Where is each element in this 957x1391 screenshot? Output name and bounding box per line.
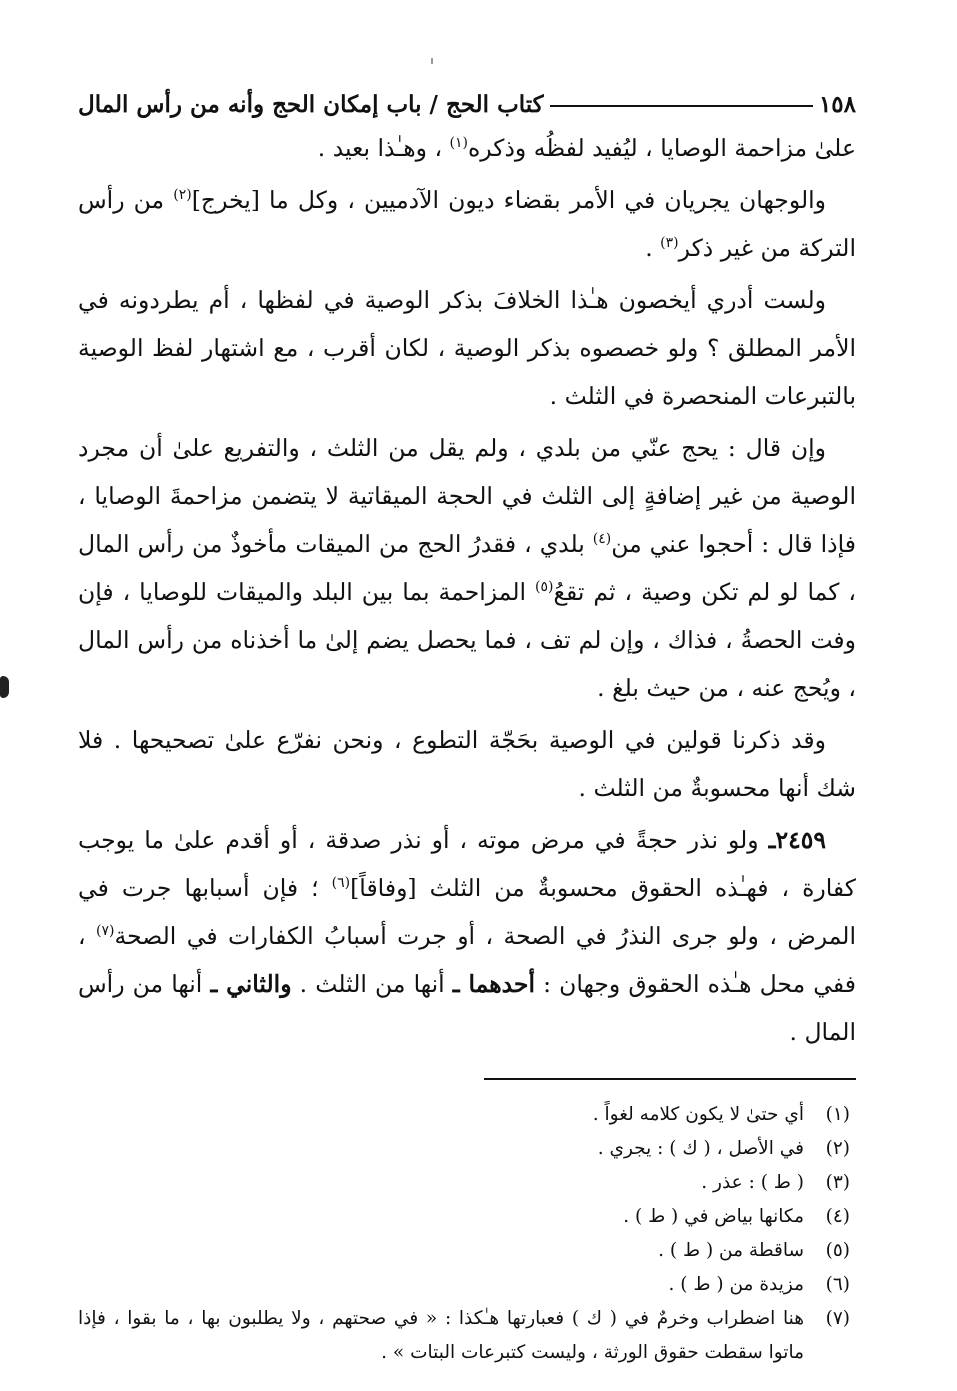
footnote-ref: (٥) bbox=[535, 579, 554, 596]
footnote-number: (٤) bbox=[825, 1206, 850, 1227]
footnote-ref: (٣) bbox=[660, 235, 679, 252]
bold-term: أحدهما ـ bbox=[452, 970, 535, 998]
text-run: المزاحمة بما بين البلد والميقات للوصايا ، فإن وفت الحصةُ ، فذاك ، وإن لم تف ، فما يحصل يضم إلىٰ ما أخذناه من رأس المال ، ويُحج عنه ، من حيث بلغ . bbox=[78, 578, 856, 702]
paragraph-4 bbox=[78, 424, 856, 712]
footnote-item bbox=[78, 1302, 856, 1370]
footnote-number: (٥) bbox=[825, 1240, 850, 1261]
footnote-item bbox=[78, 1268, 856, 1302]
text-run: . bbox=[645, 234, 661, 262]
paragraph-5 bbox=[78, 716, 856, 812]
footnote-number: (٢) bbox=[825, 1138, 850, 1159]
text-run: أنها من الثلث . bbox=[291, 970, 453, 998]
footnote-ref: (٢) bbox=[173, 187, 192, 204]
text-run: بلدي ، فقدرُ الحج من الميقات مأخوذٌ من رأس المال ، كما لو لم تكن وصية ، ثم تقعُ bbox=[78, 530, 857, 606]
footnote-item bbox=[78, 1132, 856, 1166]
footnote-number: (٧) bbox=[825, 1308, 850, 1329]
text-run: ؛ فإن أسبابها جرت في المرض ، ولو جرى النذرُ في الصحة ، أو جرت أسبابُ الكفارات في الصحة bbox=[78, 874, 856, 950]
text-run: من رأس التركة من غير ذكر bbox=[78, 186, 856, 262]
bold-term: والثاني ـ bbox=[210, 970, 292, 998]
footnote-text: أي حتىٰ لا يكون كلامه لغواً . bbox=[592, 1104, 804, 1125]
paragraph-3 bbox=[78, 276, 856, 420]
text-run: ولست أدري أيخصون هـٰذا الخلافَ بذكر الوصية في لفظها ، أم يطردونه في الأمر المطلق ؟ ولو خصصوه بذكر الوصية ، لكان أقرب ، مع اشتهار لفظ الوصية بالتبرعات المنحصرة في الثلث . bbox=[78, 286, 856, 410]
footnotes bbox=[78, 1098, 856, 1370]
footnote-text: مزيدة من ( ط ) . bbox=[668, 1274, 804, 1295]
footnote-item bbox=[78, 1166, 856, 1200]
footnote-item bbox=[78, 1234, 856, 1268]
footnote-number: (٣) bbox=[825, 1172, 850, 1193]
footnote-item bbox=[78, 1200, 856, 1234]
paragraph-1 bbox=[78, 124, 856, 172]
text-run: ، وهـٰذا بعيد . bbox=[317, 134, 450, 162]
text-run: أنها من رأس المال . bbox=[78, 970, 856, 1046]
text-run: ولو نذر حجةً في مرض موته ، أو نذر صدقة ، أو أقدم علىٰ ما يوجب كفارة ، فهـٰذه الحقوق محسوبةٌ من الثلث [وفاقاً] bbox=[78, 826, 856, 902]
footnote-number: (١) bbox=[825, 1104, 850, 1125]
text-run: علىٰ مزاحمة الوصايا ، ليُفيد لفظُه وذكره bbox=[467, 134, 856, 162]
running-title: كتاب الحج / باب إمكان الحج وأنه من رأس المال bbox=[78, 90, 544, 118]
footnote-separator bbox=[484, 1078, 856, 1080]
main-text bbox=[78, 124, 856, 1056]
footnote-text: مكانها بياض في ( ط ) . bbox=[623, 1206, 804, 1227]
paragraph-6 bbox=[78, 816, 856, 1056]
text-run: ، ففي محل هـٰذه الحقوق وجهان : bbox=[78, 922, 857, 998]
footnote-ref: (٧) bbox=[96, 923, 115, 940]
issue-number: ٢٤٥٩ـ bbox=[768, 826, 826, 854]
text-run: وإن قال : يحج عنّي من بلدي ، ولم يقل من الثلث ، والتفريع علىٰ أن مجرد الوصية من غير إضافةٍ إلى الثلث في الحجة الميقاتية لا يتضمن مزاحمةَ الوصايا ، فإذا قال : أحجوا عني من bbox=[78, 434, 856, 558]
footnote-item bbox=[78, 1098, 856, 1132]
scan-mark bbox=[431, 58, 433, 64]
footnote-text: ( ط ) : عذر . bbox=[701, 1172, 804, 1193]
paragraph-2 bbox=[78, 176, 856, 272]
footnote-ref: (٤) bbox=[592, 531, 612, 548]
footnote-text: في الأصل ، ( ك ) : يجري . bbox=[597, 1138, 804, 1159]
footnote-text: هنا اضطراب وخرمٌ في ( ك ) فعبارتها هـٰكذا : « في صحتهم ، ولا يطلبون بها ، ما بقوا ، فإذا ماتوا سقطت حقوق الورثة ، وليست كتبرعات البتات » . bbox=[78, 1308, 804, 1363]
running-header bbox=[78, 84, 856, 124]
text-run: والوجهان يجريان في الأمر بقضاء ديون الآدميين ، وكل ما [يخرج] bbox=[191, 186, 827, 214]
footnote-ref: (٦) bbox=[331, 875, 351, 892]
header-rule bbox=[550, 105, 813, 107]
book-page bbox=[78, 84, 856, 1370]
footnote-ref: (١) bbox=[449, 135, 468, 152]
page-number: ١٥٨ bbox=[818, 90, 856, 118]
text-run: وقد ذكرنا قولين في الوصية بحَجّة التطوع ، ونحن نفرّع علىٰ تصحيحها . فلا شك أنها محسوبةٌ من الثلث . bbox=[78, 726, 856, 802]
footnote-number: (٦) bbox=[825, 1274, 850, 1295]
scan-blot bbox=[0, 676, 9, 698]
footnote-text: ساقطة من ( ط ) . bbox=[658, 1240, 804, 1261]
